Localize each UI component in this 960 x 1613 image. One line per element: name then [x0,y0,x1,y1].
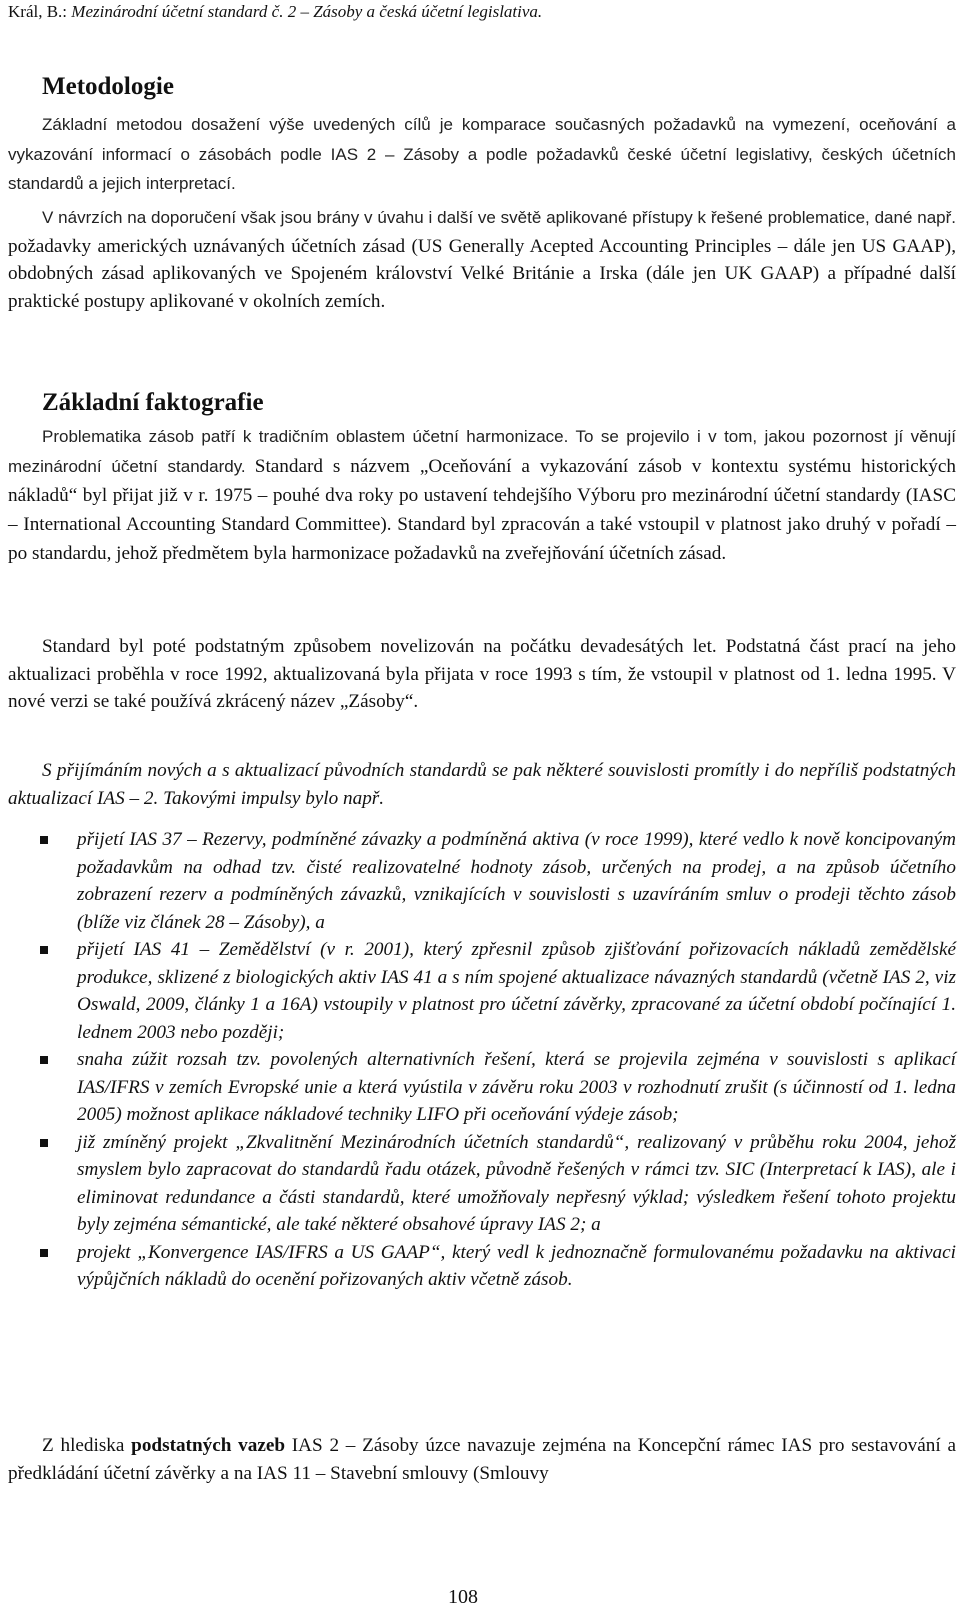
square-bullet-icon [40,946,48,954]
square-bullet-icon [40,836,48,844]
paragraph-facts-2: Standard byl poté podstatným způsobem novelizován na počátku devadesátých let. Podstatná část prací na jeho aktualizaci proběhla v roce 1992, aktualizovaná byla přijata v roce 1993 s tím, že vstoupil v platnost od 1. ledna 1995. V nové verzi se také používá zkrácený název „Zásoby“. [8,636,956,712]
list-item-text: projekt „Konvergence IAS/IFRS a US GAAP“, který vedl k jednoznačně formulovanému požadavku na aktivaci výpůjčních nákladů do ocenění pořizovaných aktiv včetně zásob. [77,1241,956,1290]
paragraph-methodology-1: Základní metodou dosažení výše uvedených cílů je komparace současných požadavků na vymezení, oceňování a vykazování informací o zásobách podle IAS 2 – Zásoby a podle požadavků české účetní legislativy, českých účetních standardů a jejich interpretací. [8,115,956,193]
heading-facts: Základní faktografie [42,389,264,416]
paragraph-facts-3: S přijímáním nových a s aktualizací původních standardů se pak některé souvislosti promítly i do nepříliš podstatných aktualizací IAS – 2. Takovými impulsy bylo např. [8,760,956,809]
square-bullet-icon [40,1139,48,1147]
impulses-list [0,826,960,1294]
header-author: Král, B.: [8,2,68,21]
paragraph-relations [8,1432,956,1487]
paragraph-facts-1-serif: Standard s názvem „Oceňování a vykazování zásob v kontextu systému historických nákladů“ byl přijat již v r. 1975 – pouhé dva roky po ustavení tehdejšího Výboru pro mezinárodní účetní standardy (IASC – International Accounting Standard Committee). Standard byl zpracován a také vstoupil v platnost jako druhý v pořadí – po standardu, jehož předmětem byla harmonizace požadavků na zveřejňování účetních zásad. [8,456,956,564]
list-item-text: přijetí IAS 41 – Zemědělství (v r. 2001), který zpřesnil způsob zjišťování pořizovacích nákladů zemědělské produkce, sklizené z biologických aktiv IAS 41 a s ním spojené aktualizace návazných standardů (včetně IAS 2, viz Oswald, 2009, články 1 a 16A) vstoupily v platnost pro účetní závěrky, zpracované za účetní období počínající 1. lednem 2003 nebo později; [77,939,956,1043]
list-item [0,1129,960,1239]
paragraph-facts-1-sans: Problematika zásob patří k tradičním oblastem účetní harmonizace. To se projevilo i v tom, jakou pozornost jí věnují mezinárodní účetní standardy. [8,427,956,476]
paragraph-methodology-2-serif: požadavky amerických uznávaných účetních zásad (US Generally Acepted Accounting Principles – dále jen US GAAP), obdobných zásad aplikovaných ve Spojeném království Velké Británie a Irska (dále jen UK GAAP) a případné další praktické postupy aplikované v okolních zemích. [8,235,956,312]
heading-methodology: Metodologie [42,73,174,100]
list-item-text: přijetí IAS 37 – Rezervy, podmíněné závazky a podmíněná aktiva (v roce 1999), které vedlo k nově koncipovaným požadavkům na odhad tzv. čisté realizovatelné hodnoty zásob, určených na prodej, a na způsob účetního zobrazení rezerv a podmíněných závazků, vznikajících v souvislosti s uzavíráním smluv o prodeji těchto zásob (blíže viz článek 28 – Zásoby), a [77,829,956,933]
paragraph-facts-1 [8,422,956,569]
paragraph-relations-rest: IAS 2 – Zásoby úzce navazuje zejména na Koncepční rámec IAS pro sestavování a předkládání účetní závěrky a na IAS 11 – Stavební smlouvy (Smlouvy [8,1435,956,1484]
paragraph-relations-start: Z hlediska [42,1435,125,1456]
running-header [8,0,948,24]
square-bullet-icon [40,1249,48,1257]
list-item [0,826,960,936]
paragraph-relations-bold: podstatných vazeb [131,1435,286,1456]
header-title: Mezinárodní účetní standard č. 2 – Zásoby a česká účetní legislativa. [71,2,543,21]
list-item-text: snaha zúžit rozsah tzv. povolených alternativních řešení, která se projevila zejména v souvislosti s aplikací IAS/IFRS v zemích Evropské unie a která vyústila v závěru roku 2003 v rozhodnutí zrušit (s účinností od 1. ledna 2005) možnost aplikace nákladové techniky LIFO při oceňování výdeje zásob; [77,1049,956,1125]
list-item [0,1046,960,1129]
page-number: 108 [448,1586,478,1608]
list-item-text: již zmíněný projekt „Zkvalitnění Mezinárodních účetních standardů“, realizovaný v průběhu roku 2004, jehož smyslem bylo zapracovat do standardů řadu otázek, původně řešených v rámci tzv. SIC (Interpretací k IAS), ale i eliminovat redundance a části standardů, které umožňovaly nepřesný výklad; výsledkem řešení tohoto projektu byly zejména sémantické, ale také některé obsahové úpravy IAS 2; a [77,1131,956,1235]
paragraph-methodology-2 [8,203,956,315]
list-item [0,1239,960,1294]
list-item [0,936,960,1046]
paragraph-methodology-2-sans: V návrzích na doporučení však jsou brány v úvahu i další ve světě aplikované přístupy k řešené problematice, dané např. [42,208,956,227]
square-bullet-icon [40,1056,48,1064]
